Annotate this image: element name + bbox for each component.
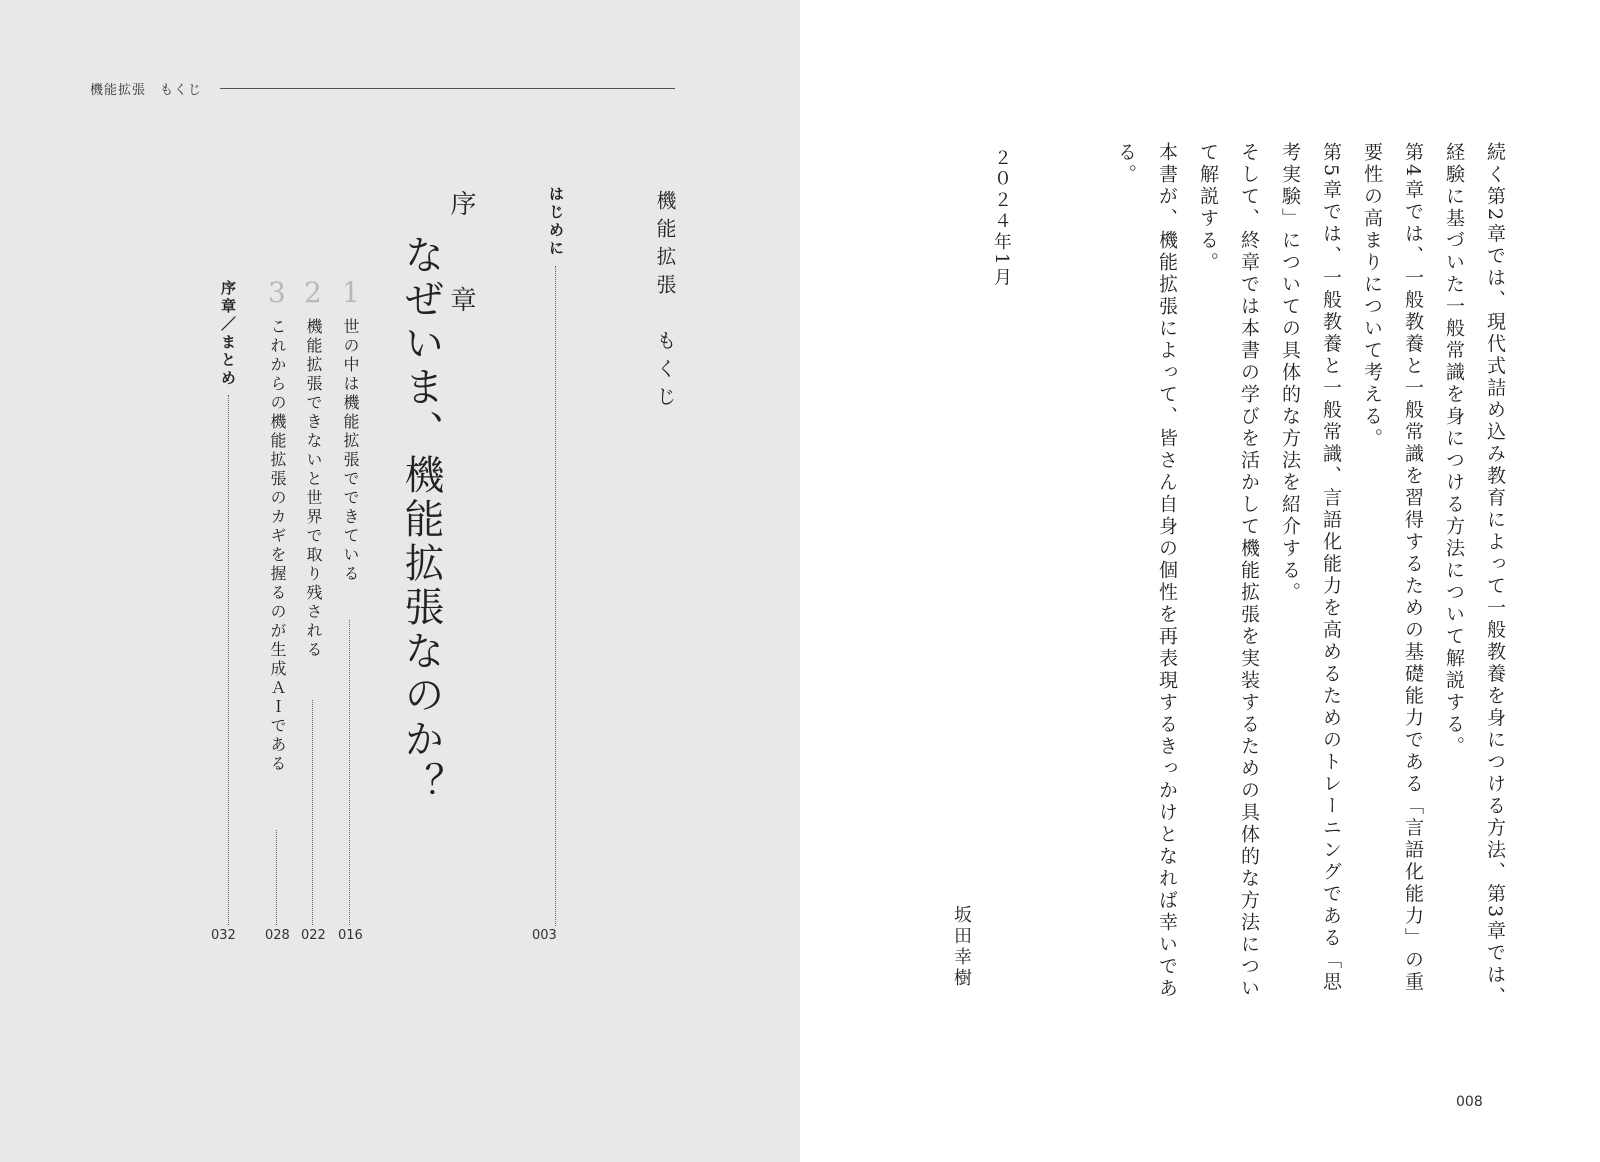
paragraph: 第4章では、一般教養と一般常識を習得するための基礎能力である「言語化能力」の重要性の高まりについて考える。 bbox=[1361, 142, 1424, 994]
section-2-number: 2 bbox=[304, 276, 322, 309]
toc-hajimeni-label: はじめに bbox=[547, 186, 565, 258]
chapter-label: 序 章 bbox=[446, 190, 476, 334]
header-rule bbox=[220, 88, 675, 89]
section-1-title: 世の中は機能拡張でできている bbox=[341, 318, 360, 584]
body-page bbox=[800, 0, 1600, 1162]
chapter-summary-label: 序章／まとめ bbox=[219, 280, 237, 388]
section-3-number: 3 bbox=[268, 276, 286, 309]
toc-leader-dots bbox=[555, 266, 556, 926]
section-2-title: 機能拡張できないと世界で取り残される bbox=[304, 318, 323, 660]
section-2-page: 022 bbox=[301, 928, 326, 943]
toc-hajimeni-page: 003 bbox=[532, 928, 557, 943]
chapter-title: なぜいま、機能拡張なのか？ bbox=[398, 234, 444, 806]
section-1-number: 1 bbox=[342, 276, 360, 309]
section-3-title: これからの機能拡張のカギを握るのが生成ＡＩである bbox=[268, 318, 287, 774]
toc-title: 機能拡張 もくじ bbox=[653, 190, 677, 414]
body-text bbox=[1105, 142, 1515, 1012]
paragraph: そして、終章では本書の学びを活かして機能拡張を実装するための具体的な方法について解説する。 bbox=[1197, 142, 1260, 1000]
section-3-leader-dots bbox=[276, 830, 277, 925]
summary-leader-dots bbox=[228, 395, 229, 925]
paragraph: 第5章では、一般教養と一般常識、言語化能力を高めるためのトレーニングである「思考実験」についての具体的な方法を紹介する。 bbox=[1279, 142, 1342, 994]
section-1-page: 016 bbox=[338, 928, 363, 943]
author-name: 坂田幸樹 bbox=[951, 905, 972, 989]
paragraph: 本書が、機能拡張によって、皆さん自身の個性を再表現するきっかけとなれば幸いである。 bbox=[1115, 142, 1178, 1000]
section-3-page: 028 bbox=[265, 928, 290, 943]
running-head: 機能拡張 もくじ bbox=[90, 83, 203, 98]
paragraph: 続く第2章では、現代式詰め込み教育によって一般教養を身につける方法、第3章では、経験に基づいた一般常識を身につける方法について解説する。 bbox=[1443, 142, 1506, 1009]
date: ２０２４年1月 bbox=[991, 148, 1012, 289]
page-number: 008 bbox=[1456, 1094, 1483, 1110]
section-2-leader-dots bbox=[312, 700, 313, 925]
chapter-summary-page: 032 bbox=[211, 928, 236, 943]
section-1-leader-dots bbox=[349, 620, 350, 925]
